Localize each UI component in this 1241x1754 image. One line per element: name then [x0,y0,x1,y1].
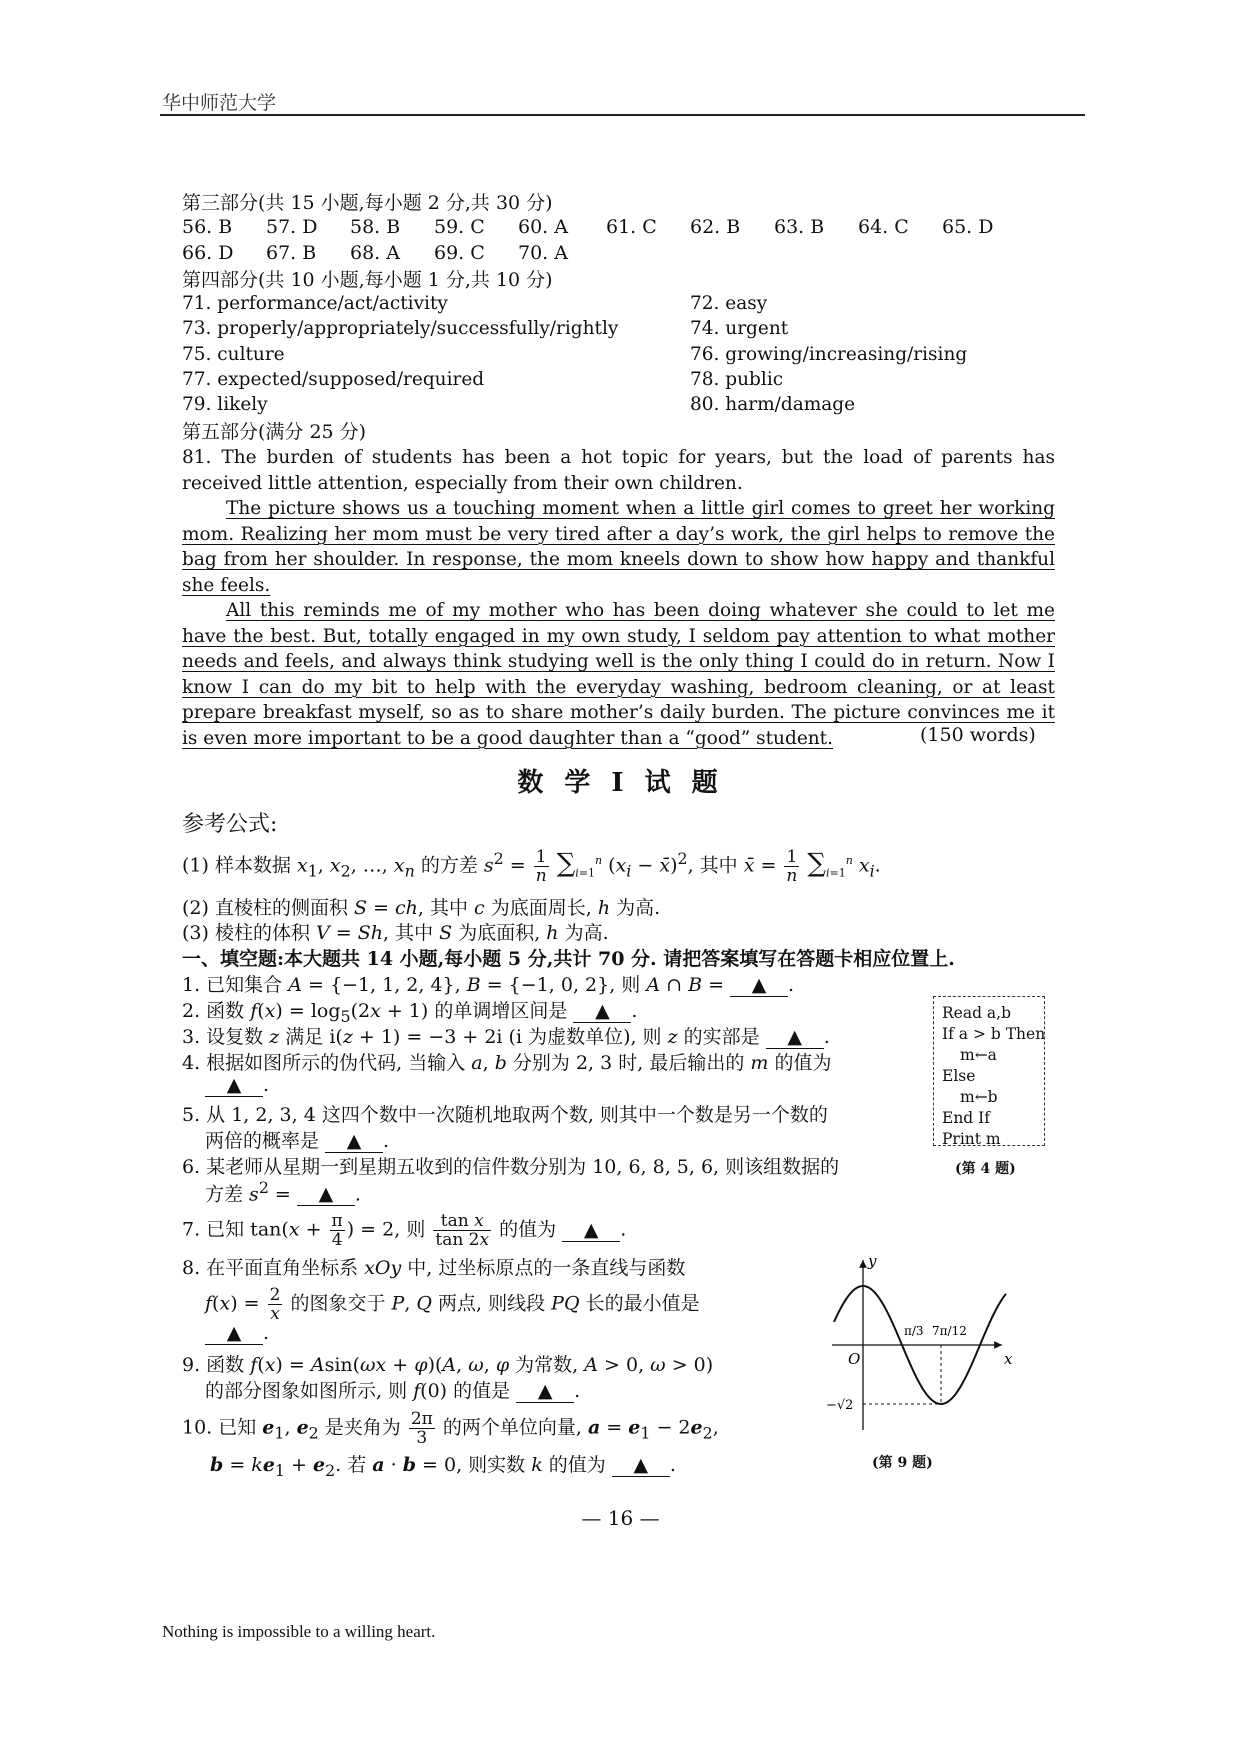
code-line: Else [942,1067,976,1085]
reference-formula-label: 参考公式: [182,812,278,837]
answer-item: 70. A [518,242,568,264]
header-school: 华中师范大学 [162,92,277,114]
part5-heading: 第五部分(满分 25 分) [182,421,367,443]
formula-variance: (1) 样本数据 $x_1$, $x_2$, …, $x_n$ 的方差 $s^2$ = $\frac{1}{n}$ $\sum_{i=1}^n$ ($x_i$ − x̄)$^2$, 其中 x̄ = $\frac{1}{n}$ $\sum_{i=1}^n$ $x_i$. [182,847,881,886]
answer-blank[interactable]: ▲ [766,1026,824,1049]
question-10: 10. 已知 $e_1$, $e_2$ 是夹角为 $\frac{2\pi}{3}$ 的两个单位向量, $a = e_1 - 2e_2$, [182,1409,719,1448]
code-line: m←b [960,1088,998,1106]
fill-answer-item: 74. urgent [690,318,789,340]
question-2: 2. 函数 $f(x) = \log_5(2x + 1)$ 的单调增区间是 ▲ . [182,1000,638,1026]
answer-item: 58. B [350,216,401,238]
formula-lateral-area: (2) 直棱柱的侧面积 S = ch, 其中 c 为底面周长, h 为高. [182,897,661,919]
answer-item: 56. B [182,216,233,238]
fill-answer-item: 79. likely [182,394,268,416]
essay-paragraph-2: The picture shows us a touching moment when a little girl comes to greet her working mom. Realizing her mom must be very tired after a day’s work, the girl helps to remove the bag from her shoulder. In response, the mom kneels down to show how happy and thankful she feels. [182,498,1055,596]
code-line: Read a,b [942,1004,1012,1022]
footer-quote: Nothing is impossible to a willing heart. [162,1622,436,1641]
answer-item: 64. C [858,216,909,238]
figure-4-caption: (第 4 题) [955,1161,1016,1177]
answer-item: 63. B [774,216,825,238]
fill-answer-item: 75. culture [182,343,285,365]
question-8: 8. 在平面直角坐标系 xOy 中, 过坐标原点的一条直线与函数 [182,1257,686,1279]
origin-label: O [848,1350,861,1368]
fill-answer-item: 80. harm/damage [690,394,856,416]
fill-answer-item: 77. expected/supposed/required [182,368,485,390]
answer-item: 59. C [434,216,485,238]
code-line: End If [942,1109,991,1127]
question-4: 4. 根据如图所示的伪代码, 当输入 a, b 分别为 2, 3 时, 最后输出的 m 的值为 [182,1052,832,1074]
question-9-cont: 的部分图象如图所示, 则 f(0) 的值是 ▲ . [205,1380,581,1402]
answer-blank[interactable]: ▲ [730,974,788,997]
question-4-blank: ▲ . [205,1074,269,1097]
answer-blank[interactable]: ▲ [205,1322,263,1345]
fill-answer-item: 73. properly/appropriately/successfully/rightly [182,318,619,340]
essay-paragraph-1: 81. The burden of students has been a hot topic for years, but the load of parents has received little attention, especially from their own children. [182,447,1055,494]
answer-item: 67. B [266,242,317,264]
code-line: Print m [942,1130,1001,1148]
math-title: 数 学 Ⅰ 试 题 [517,768,724,798]
answer-blank[interactable]: ▲ [573,1000,631,1023]
answer-blank[interactable]: ▲ [297,1183,355,1206]
code-line: If a > b Then [942,1025,1046,1043]
page-number: — 16 — [581,1506,660,1530]
header-rule [160,114,1085,116]
min-value-label: −√2 [826,1398,854,1413]
pseudocode-box [933,996,1045,1146]
sine-graph [820,1250,1020,1440]
question-1: 1. 已知集合 A = {−1, 1, 2, 4}, B = {−1, 0, 2}, 则 A ∩ B = ▲ . [182,974,795,996]
fill-answer-item: 72. easy [690,293,768,314]
essay-paragraph-3: All this reminds me of my mother who has been doing whatever she could to let me have the best. But, totally engaged in my own study, I seldom pay attention to what mother needs and feels, and always think studying well is the only thing I could do in return. Now I know I can do my bit to help with the everyday washing, bedroom cleaning, or at least prepare breakfast myself, so as to share mother’s daily burden. The picture convinces me it is even more important to be a good daughter than a “good” student. [182,600,1055,749]
figure-9-caption: (第 9 题) [872,1455,933,1471]
question-3: 3. 设复数 z 满足 i(z + 1) = −3 + 2i (i 为虚数单位), 则 z 的实部是 ▲ . [182,1026,830,1048]
answer-blank[interactable]: ▲ [612,1454,670,1477]
part4-heading: 第四部分(共 10 小题,每小题 1 分,共 10 分) [182,269,553,291]
fill-answer-item: 71. performance/act/activity [182,293,448,314]
question-10-cont: $b = ke_1 + e_2$. 若 a · b = 0, 则实数 k 的值为 ▲ . [210,1454,676,1480]
answer-item: 62. B [690,216,741,238]
answer-blank[interactable]: ▲ [205,1074,263,1097]
question-9: 9. 函数 f(x) = Asin(ωx + φ)(A, ω, φ 为常数, A > 0, ω > 0) [182,1354,714,1376]
question-7: 7. 已知 tan(x + $\frac{\pi}{4}$ ) = 2, 则 $\frac{\text{tan x}}{\tan 2x}$ 的值为 ▲ . [182,1211,627,1250]
question-6-cont: 方差 $s^2$ = ▲ . [205,1178,361,1206]
question-5-cont: 两倍的概率是 ▲ . [205,1130,390,1152]
answer-item: 61. C [606,216,657,238]
word-count: (150 words) [920,724,1036,746]
x-axis-label: x [1004,1350,1013,1368]
answer-blank[interactable]: ▲ [325,1130,383,1153]
tick-label-pi-3: π/3 [904,1324,924,1338]
question-8-cont: f(x) = $\frac{2}{x}$ 的图象交于 P, Q 两点, 则线段 PQ 长的最小值是 [205,1285,700,1324]
formula-volume: (3) 棱柱的体积 V = Sh, 其中 S 为底面积, h 为高. [182,922,609,944]
fill-answer-item: 76. growing/increasing/rising [690,343,968,365]
question-6: 6. 某老师从星期一到星期五收到的信件数分别为 10, 6, 8, 5, 6, 则该组数据的 [182,1156,840,1178]
answer-blank[interactable]: ▲ [516,1380,574,1403]
answer-item: 69. C [434,242,485,264]
answer-item: 66. D [182,242,234,264]
answer-item: 60. A [518,216,568,238]
code-line: m←a [960,1046,997,1064]
section-heading: 一、填空题:本大题共 14 小题,每小题 5 分,共计 70 分. 请把答案填写在答题卡相应位置上. [182,948,955,970]
question-8-blank: ▲ . [205,1322,269,1345]
answer-item: 57. D [266,216,318,238]
question-5: 5. 从 1, 2, 3, 4 这四个数中一次随机地取两个数, 则其中一个数是另一个数的 [182,1104,828,1126]
answer-blank[interactable]: ▲ [562,1219,620,1242]
tick-label-7pi-12: 7π/12 [932,1324,967,1338]
answer-item: 68. A [350,242,400,264]
essay [182,445,1055,751]
part3-heading: 第三部分(共 15 小题,每小题 2 分,共 30 分) [182,192,553,214]
fill-answer-item: 78. public [690,368,784,390]
y-axis-label: y [868,1252,877,1270]
answer-item: 65. D [942,216,994,238]
